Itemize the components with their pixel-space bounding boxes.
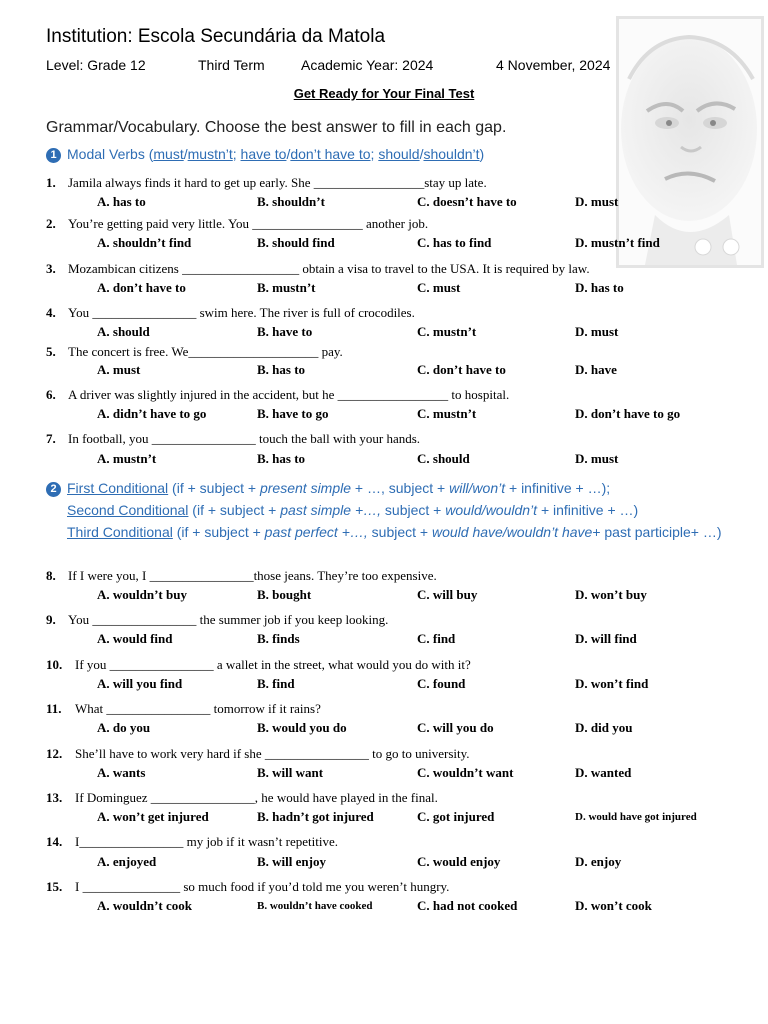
question-text: I________________ my job if it wasn’t repetitive. xyxy=(75,834,338,849)
answer-option[interactable]: B. find xyxy=(257,676,295,691)
question-stem xyxy=(46,879,449,895)
answer-option[interactable]: D. has to xyxy=(575,280,624,295)
answer-option[interactable]: C. found xyxy=(417,676,466,691)
question-text: A driver was slightly injured in the accident, but he _________________ to hospital. xyxy=(68,387,510,402)
question-number: 5. xyxy=(46,344,56,359)
question-text: Jamila always finds it hard to get up early. She _________________stay up late. xyxy=(68,175,487,190)
answer-option[interactable]: C. mustn’t xyxy=(417,324,477,339)
answer-option[interactable]: B. have to xyxy=(257,324,313,339)
answer-option[interactable]: C. must xyxy=(417,280,461,295)
question-stem xyxy=(46,305,415,321)
grinch-image xyxy=(619,19,761,265)
term-label: Third Term xyxy=(198,57,265,73)
question-stem xyxy=(46,834,338,850)
question-number: 8. xyxy=(46,568,56,583)
question-number: 1. xyxy=(46,175,56,190)
question-stem xyxy=(46,746,470,762)
answer-option[interactable]: A. wouldn’t buy xyxy=(97,587,187,602)
section-label: Modal Verbs xyxy=(67,146,145,162)
section-number-badge: 1 xyxy=(46,148,61,163)
answer-option[interactable]: C. would enjoy xyxy=(417,854,501,869)
answer-option[interactable]: C. find xyxy=(417,631,456,646)
answer-option[interactable]: D. won’t buy xyxy=(575,587,647,602)
answer-option[interactable]: D. would have got injured xyxy=(575,811,697,823)
question-stem xyxy=(46,790,438,806)
answer-option[interactable]: C. should xyxy=(417,451,470,466)
answer-option[interactable]: D. mustn’t find xyxy=(575,235,660,250)
answer-option[interactable]: A. don’t have to xyxy=(97,280,186,295)
question-text: If Dominguez ________________, he would have played in the final. xyxy=(75,790,438,805)
question-stem xyxy=(46,387,509,403)
answer-option[interactable]: D. will find xyxy=(575,631,637,646)
answer-option[interactable]: C. don’t have to xyxy=(417,362,506,377)
answer-option[interactable]: C. will you do xyxy=(417,720,494,735)
answer-option[interactable]: D. don’t have to go xyxy=(575,406,681,421)
answer-option[interactable]: C. mustn’t xyxy=(417,406,477,421)
answer-option[interactable]: D. must xyxy=(575,451,619,466)
question-text: You ________________ swim here. The river is full of crocodiles. xyxy=(68,305,415,320)
answer-option[interactable]: B. have to go xyxy=(257,406,329,421)
instruction-text: Grammar/Vocabulary. Choose the best answer to fill in each gap. xyxy=(46,119,507,136)
question-stem xyxy=(46,568,437,584)
question-text: You’re getting paid very little. You _________________ another job. xyxy=(68,216,429,231)
section-conditionals-second: Second Conditional (if + subject + past simple +…, subject + would/wouldn’t + infinitive + …) xyxy=(67,502,639,518)
question-number: 9. xyxy=(46,612,56,627)
question-text: The concert is free. We____________________ pay. xyxy=(68,344,343,359)
answer-option[interactable]: A. should xyxy=(97,324,150,339)
answer-option[interactable]: D. must xyxy=(575,324,619,339)
answer-option[interactable]: B. has to xyxy=(257,362,306,377)
answer-option[interactable]: A. wants xyxy=(97,765,146,780)
answer-option[interactable]: C. will buy xyxy=(417,587,478,602)
answer-option[interactable]: B. finds xyxy=(257,631,300,646)
question-stem xyxy=(46,612,388,628)
answer-option[interactable]: D. wanted xyxy=(575,765,632,780)
question-text: She’ll have to work very hard if she ________________ to go to university. xyxy=(75,746,470,761)
grinch-illustration xyxy=(616,16,764,268)
answer-option[interactable]: D. must xyxy=(575,194,619,209)
answer-option[interactable]: A. wouldn’t cook xyxy=(97,898,192,913)
answer-option[interactable]: C. has to find xyxy=(417,235,492,250)
institution-line: Institution: Escola Secundária da Matola xyxy=(46,26,386,47)
question-text: If you ________________ a wallet in the street, what would you do with it? xyxy=(75,657,471,672)
answer-option[interactable]: D. enjoy xyxy=(575,854,622,869)
answer-option[interactable]: A. has to xyxy=(97,194,146,209)
answer-option[interactable]: B. wouldn’t have cooked xyxy=(257,900,373,912)
question-text: I _______________ so much food if you’d told me you weren’t hungry. xyxy=(75,879,450,894)
section-conditionals-first: 2 First Conditional (if + subject + present simple + …, subject + will/won’t + infinitive + …); xyxy=(46,480,610,497)
answer-option[interactable]: B. will enjoy xyxy=(257,854,326,869)
answer-option[interactable]: A. must xyxy=(97,362,141,377)
question-number: 7. xyxy=(46,431,56,446)
answer-option[interactable]: B. will want xyxy=(257,765,324,780)
section-modal-verbs-heading: 1 Modal Verbs (must/mustn’t; have to/don’t have to; should/shouldn’t) xyxy=(46,146,484,163)
question-number: 11. xyxy=(46,701,62,716)
answer-option[interactable]: C. got injured xyxy=(417,809,495,824)
question-number: 15. xyxy=(46,879,63,894)
answer-option[interactable]: A. shouldn’t find xyxy=(97,235,192,250)
section-number-badge: 2 xyxy=(46,482,61,497)
question-number: 2. xyxy=(46,216,56,231)
answer-option[interactable]: A. would find xyxy=(97,631,173,646)
question-number: 14. xyxy=(46,834,63,849)
academic-year-label: Academic Year: 2024 xyxy=(301,57,434,73)
question-stem xyxy=(46,344,343,360)
answer-option[interactable]: A. will you find xyxy=(97,676,183,691)
question-number: 4. xyxy=(46,305,56,320)
section-conditionals-third: Third Conditional (if + subject + past perfect +…, subject + would have/wouldn’t have+ past participle+ …) xyxy=(67,524,722,540)
answer-option[interactable]: A. do you xyxy=(97,720,151,735)
answer-option[interactable]: C. doesn’t have to xyxy=(417,194,517,209)
question-number: 3. xyxy=(46,261,56,276)
level-label: Level: Grade 12 xyxy=(46,57,146,73)
answer-option[interactable]: B. has to xyxy=(257,451,306,466)
answer-option[interactable]: C. had not cooked xyxy=(417,898,518,913)
answer-option[interactable]: A. won’t get injured xyxy=(97,809,209,824)
question-number: 10. xyxy=(46,657,63,672)
question-number: 12. xyxy=(46,746,63,761)
answer-option[interactable]: D. won’t cook xyxy=(575,898,652,913)
question-number: 13. xyxy=(46,790,63,805)
answer-option[interactable]: B. bought xyxy=(257,587,312,602)
answer-option[interactable]: D. have xyxy=(575,362,617,377)
answer-option[interactable]: C. wouldn’t want xyxy=(417,765,514,780)
answer-option[interactable]: B. shouldn’t xyxy=(257,194,325,209)
question-stem xyxy=(46,261,590,277)
question-stem xyxy=(46,431,420,447)
question-stem xyxy=(46,216,428,232)
question-text: What ________________ tomorrow if it rains? xyxy=(75,701,321,716)
answer-option[interactable]: B. should find xyxy=(257,235,335,250)
answer-option[interactable]: B. mustn’t xyxy=(257,280,316,295)
question-stem xyxy=(46,175,487,191)
question-text: Mozambican citizens __________________ obtain a visa to travel to the USA. It is required by law. xyxy=(68,261,590,276)
question-text: You ________________ the summer job if you keep looking. xyxy=(68,612,389,627)
question-stem xyxy=(46,701,321,717)
answer-option[interactable]: D. won’t find xyxy=(575,676,649,691)
answer-option[interactable]: A. mustn’t xyxy=(97,451,157,466)
question-stem xyxy=(46,657,471,673)
question-text: In football, you ________________ touch the ball with your hands. xyxy=(68,431,421,446)
page-title: Get Ready for Your Final Test xyxy=(293,86,475,101)
answer-option[interactable]: D. did you xyxy=(575,720,633,735)
answer-option[interactable]: B. hadn’t got injured xyxy=(257,809,374,824)
question-text: If I were you, I ________________those jeans. They’re too expensive. xyxy=(68,568,437,583)
answer-option[interactable]: A. enjoyed xyxy=(97,854,157,869)
question-number: 6. xyxy=(46,387,56,402)
answer-option[interactable]: B. would you do xyxy=(257,720,347,735)
answer-option[interactable]: A. didn’t have to go xyxy=(97,406,207,421)
date-label: 4 November, 2024 xyxy=(496,57,611,73)
